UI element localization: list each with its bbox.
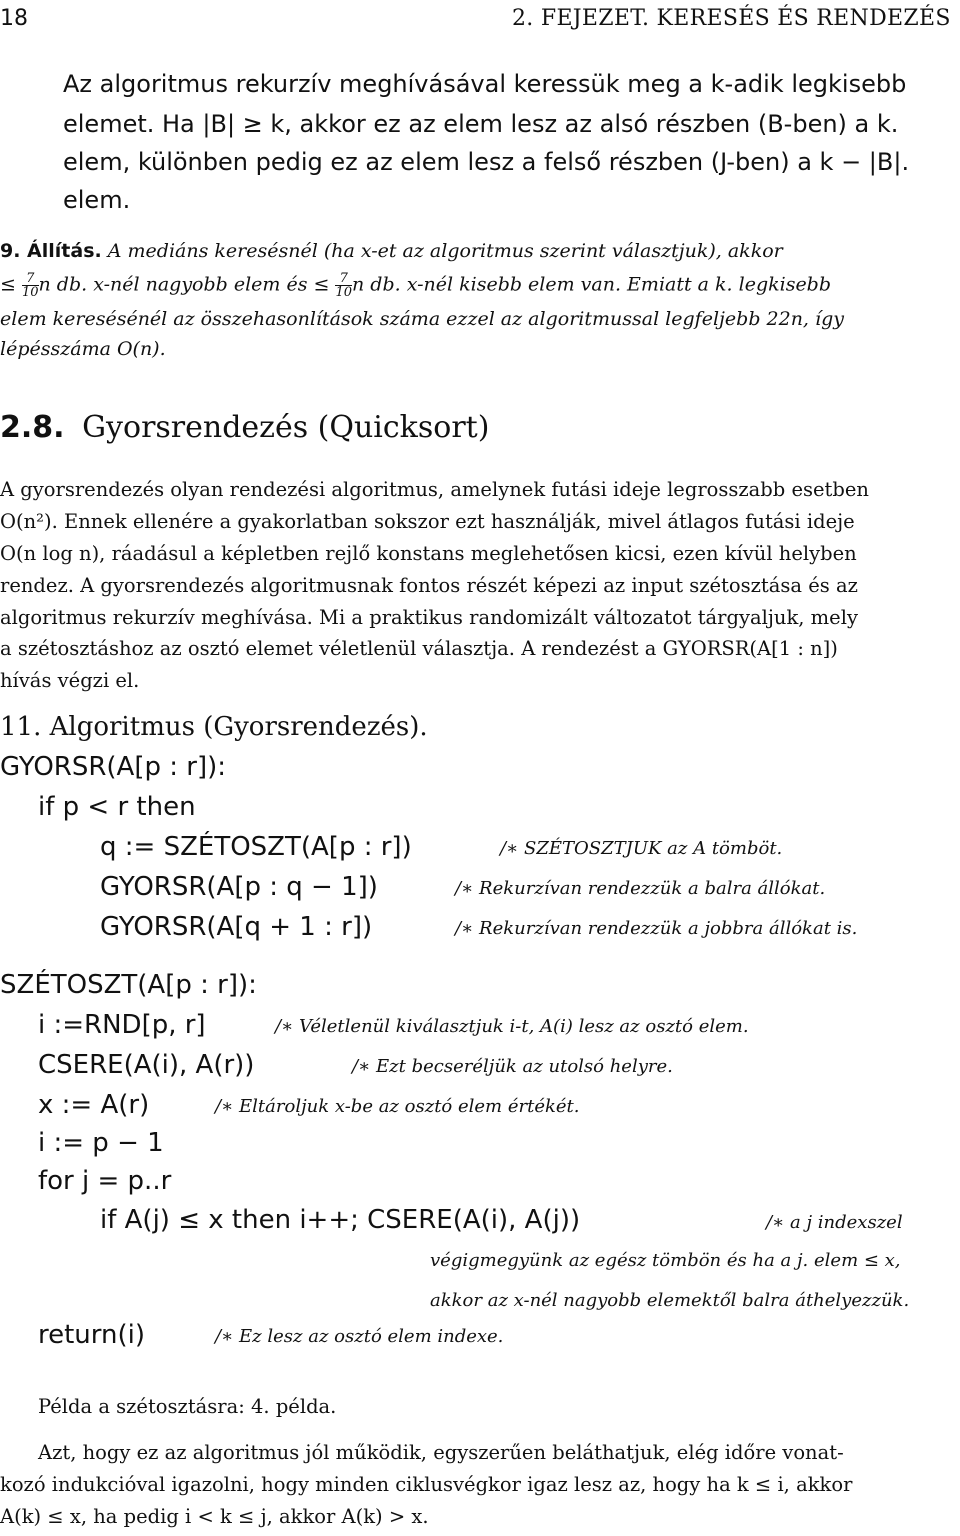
- section-number: 2.8.: [0, 410, 65, 445]
- code-comment: /∗ SZÉTOSZTJUK az A tömböt.: [500, 838, 783, 859]
- section-title: Gyorsrendezés (Quicksort): [82, 410, 490, 445]
- procedure-header: GYORSR(A[p : r]):: [0, 752, 227, 782]
- code-line: q := SZÉTOSZT(A[p : r]): [100, 832, 412, 862]
- code-line: for j = p..r: [38, 1166, 172, 1196]
- intro-line: elemet. Ha |B| ≥ k, akkor ez az elem lesz az alsó részben (B-ben) a k.: [63, 110, 899, 138]
- page-number: 18: [0, 6, 28, 31]
- closing-line: Azt, hogy ez az algoritmus jól működik, egyszerűen beláthatjuk, elég időre vonat-: [38, 1441, 844, 1464]
- body-line: a szétosztáshoz az osztó elemet véletlenül választja. A rendezést a GYORSR(A[1 : n]): [0, 637, 838, 660]
- code-line: GYORSR(A[q + 1 : r]): [100, 912, 373, 942]
- closing-line: A(k) ≤ x, ha pedig i < k ≤ j, akkor A(k) > x.: [0, 1505, 429, 1528]
- code-comment: /∗ Véletlenül kiválasztjuk i-t, A(i) lesz az osztó elem.: [275, 1016, 749, 1037]
- leq-symbol: ≤: [0, 273, 16, 296]
- code-line: return(i): [38, 1320, 146, 1350]
- section-heading: [0, 410, 489, 445]
- body-line: A gyorsrendezés olyan rendezési algoritmus, amelynek futási ideje legrosszabb esetben: [0, 478, 869, 501]
- code-comment: /∗ a j indexszel: [766, 1212, 903, 1233]
- body-line: algoritmus rekurzív meghívása. Mi a praktikus randomizált változatot tárgyaljuk, mely: [0, 606, 858, 629]
- fraction-7-10: $\frac{7}{10}$: [21, 271, 39, 300]
- code-line: if p < r then: [38, 792, 196, 822]
- code-comment: /∗ Ezt becseréljük az utolsó helyre.: [352, 1056, 673, 1077]
- body-line: rendez. A gyorsrendezés algoritmusnak fontos részét képezi az input szétosztása és az: [0, 574, 858, 597]
- body-line: hívás végzi el.: [0, 669, 140, 692]
- intro-line: elem, különben pedig ez az elem lesz a felső részben (J-ben) a k − |B|.: [63, 148, 910, 176]
- claim-text: elem keresésénél az összehasonlítások száma ezzel az algoritmussal legfeljebb 22n, így: [0, 308, 844, 330]
- algorithm-title: 11. Algoritmus (Gyorsrendezés).: [0, 712, 428, 742]
- fraction-7-10: $\frac{7}{10}$: [335, 271, 353, 300]
- body-line: O(n²). Ennek ellenére a gyakorlatban sokszor ezt használják, mivel átlagos futási ideje: [0, 510, 855, 533]
- claim-text: n db. x-nél nagyobb elem és ≤: [38, 273, 330, 296]
- code-comment: /∗ Ez lesz az osztó elem indexe.: [215, 1326, 504, 1347]
- example-reference: Példa a szétosztásra: 4. példa.: [38, 1395, 337, 1418]
- code-comment: /∗ Eltároljuk x-be az osztó elem értékét.: [215, 1096, 580, 1117]
- running-header: 2. FEJEZET. KERESÉS ÉS RENDEZÉS: [512, 6, 951, 31]
- claim-label: 9. Állítás.: [0, 240, 102, 262]
- code-comment: akkor az x-nél nagyobb elemektől balra áthelyezzük.: [430, 1290, 910, 1311]
- code-line: GYORSR(A[p : q − 1]): [100, 872, 378, 902]
- closing-line: kozó indukcióval igazolni, hogy minden ciklusvégkor igaz lesz az, hogy ha k ≤ i, akkor: [0, 1473, 853, 1496]
- code-line: i := p − 1: [38, 1128, 164, 1158]
- code-line: i :=RND[p, r]: [38, 1010, 206, 1040]
- code-line: x := A(r): [38, 1090, 150, 1120]
- claim-text: A mediáns keresésnél (ha x-et az algoritmus szerint választjuk), akkor: [107, 240, 783, 262]
- intro-line: Az algoritmus rekurzív meghívásával keressük meg a k-adik legkisebb: [63, 70, 907, 98]
- code-line: if A(j) ≤ x then i++; CSERE(A(i), A(j)): [100, 1205, 581, 1235]
- body-line: O(n log n), ráadásul a képletben rejlő konstans meglehetősen kicsi, ezen kívül helyben: [0, 542, 857, 565]
- intro-line: elem.: [63, 186, 131, 214]
- claim-text: lépésszáma O(n).: [0, 338, 166, 360]
- claim-text: n db. x-nél kisebb elem van. Emiatt a k. legkisebb: [352, 273, 832, 296]
- code-comment: végigmegyünk az egész tömbön és ha a j. elem ≤ x,: [430, 1250, 901, 1271]
- code-comment: /∗ Rekurzívan rendezzük a jobbra állókat is.: [455, 918, 858, 939]
- code-comment: /∗ Rekurzívan rendezzük a balra állókat.: [455, 878, 826, 899]
- code-line: CSERE(A(i), A(r)): [38, 1050, 255, 1080]
- procedure-header: SZÉTOSZT(A[p : r]):: [0, 970, 257, 1000]
